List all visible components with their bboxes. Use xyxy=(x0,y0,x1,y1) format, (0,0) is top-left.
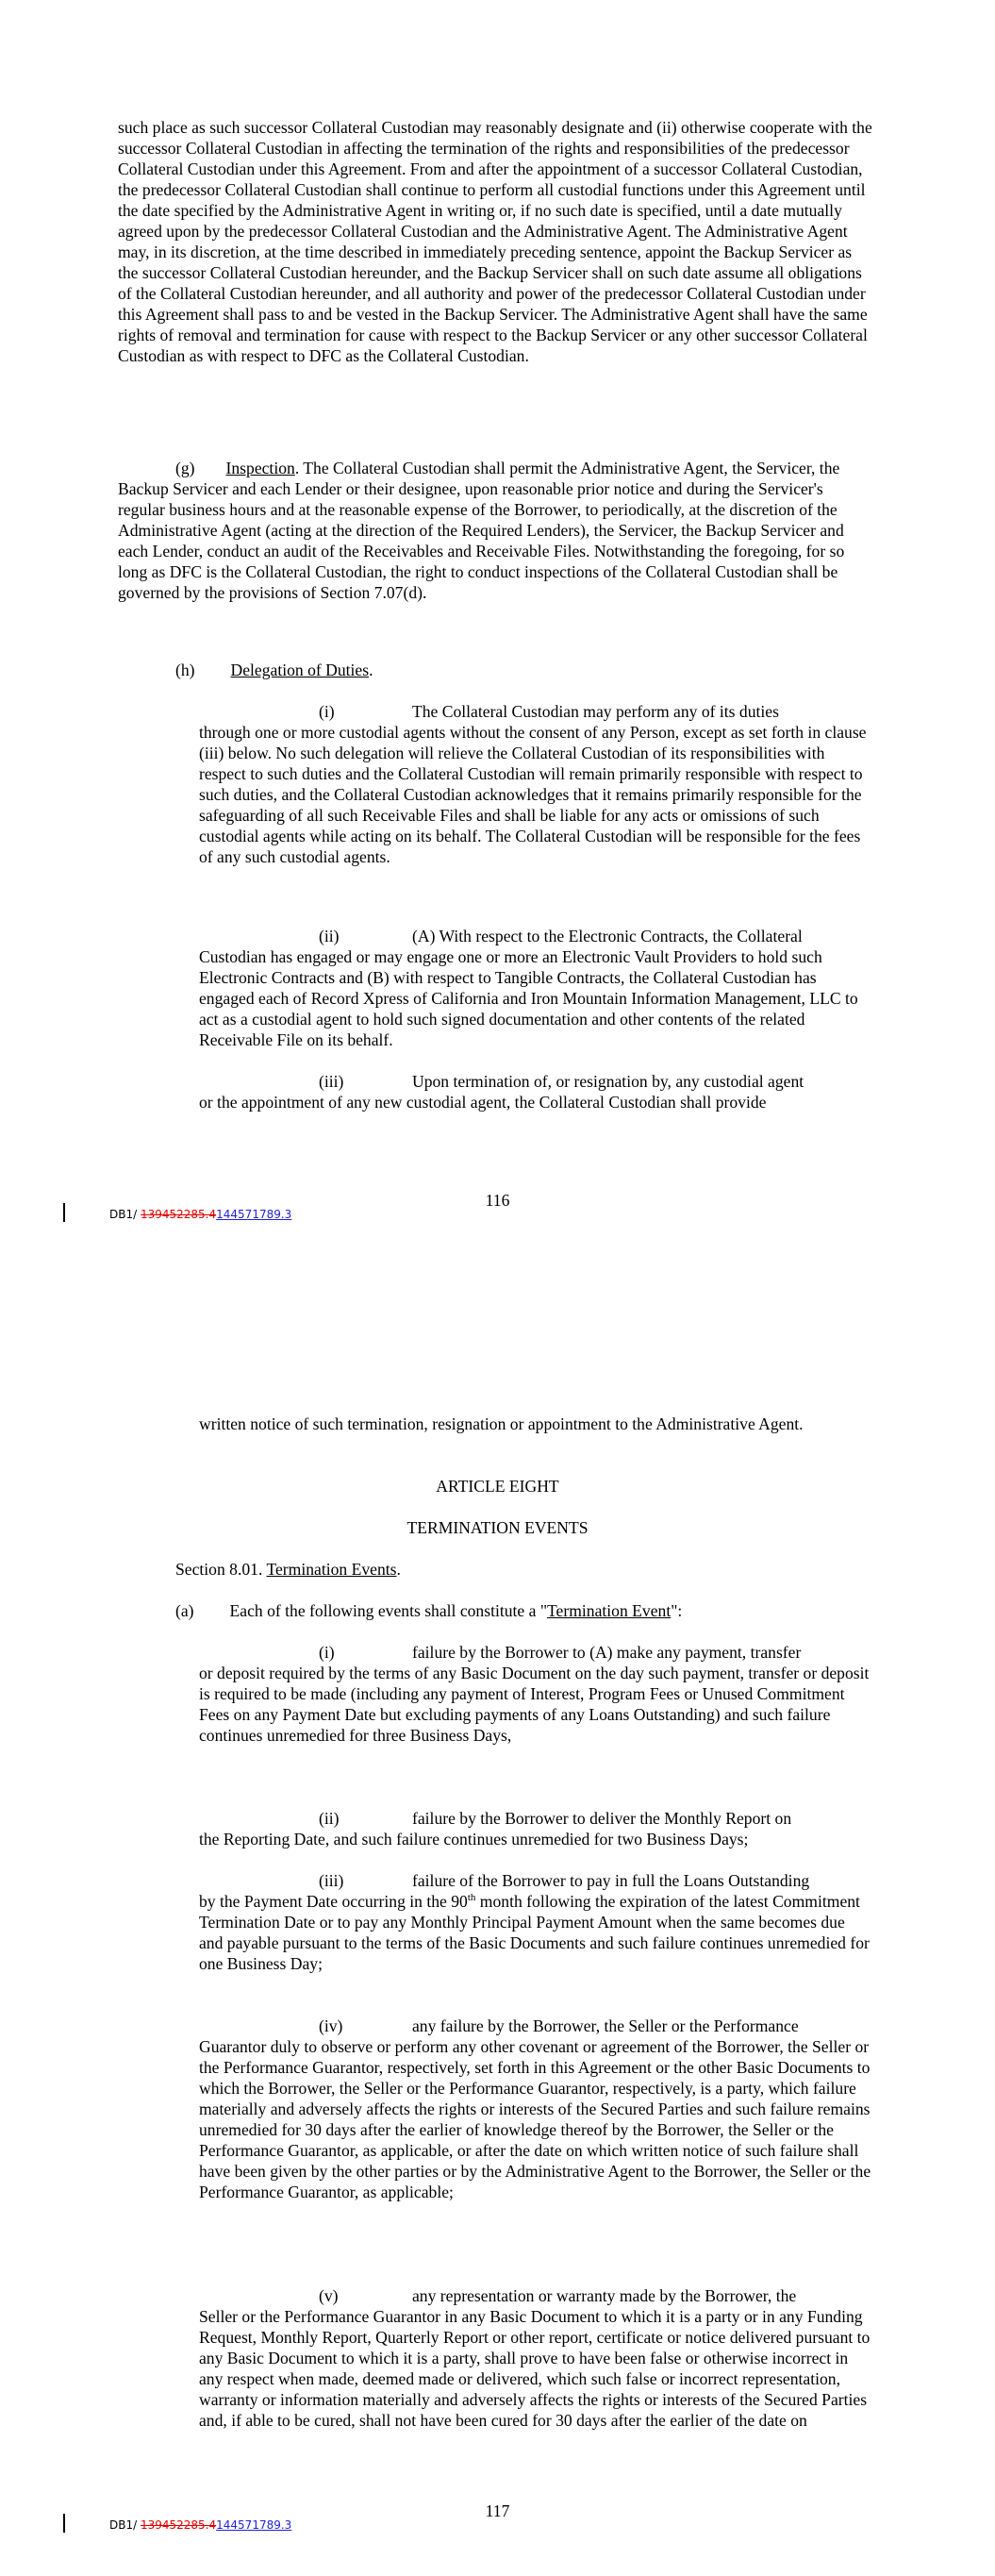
termination-event-ii-first-line: failure by the Borrower to deliver the Monthly Report on xyxy=(412,1809,792,1828)
termination-event-v-body: Seller or the Performance Guarantor in any Basic Document to which it is a party or in any Funding Request, Monthly Report, Quarterly Report or other report, certificate or notice delivered pursuant to any Basic Document to which it is a party, shall prove to have been false or otherwise incorrect in any respect when made, deemed made or delivered, which such false or incorrect representation, warranty or information materially and adversely affects the rights or interests of the Secured Parties and, if able to be cured, shall not have been cured for 30 days after the earlier of the date on xyxy=(199,2307,871,2430)
defined-term-termination-event: Termination Event xyxy=(547,1601,672,1620)
change-bar xyxy=(63,2514,65,2533)
doc-id-inserted: 144571789.3 xyxy=(216,2518,292,2532)
paragraph-a-text-before: Each of the following events shall constitute a " xyxy=(229,1601,548,1620)
page-number: 117 xyxy=(485,2501,510,2520)
section-g-label: (g) xyxy=(175,459,195,477)
termination-event-i-body: or deposit required by the terms of any Basic Document on the day such payment, transfer or deposit is required to be made (including any payment of Interest, Program Fees or Unused Commitment Fees on any Payment Date but excluding payments of any Loans Outstanding) and such failure continues unremedied for three Business Days, xyxy=(199,1664,870,1745)
termination-event-i-label: (i) xyxy=(319,1643,335,1662)
section-h-label: (h) xyxy=(175,661,195,679)
delegation-item-ii-first-line: (A) With respect to the Electronic Contracts, the Collateral xyxy=(412,927,803,945)
doc-id-prefix: DB1/ xyxy=(109,2518,141,2532)
delegation-item-ii-label: (ii) xyxy=(319,927,340,945)
termination-event-v-label: (v) xyxy=(319,2286,339,2305)
termination-event-i-first-line: failure by the Borrower to (A) make any payment, transfer xyxy=(412,1643,802,1662)
section-g-text: . The Collateral Custodian shall permit the Administrative Agent, the Servicer, the Backup Servicer and each Lender or their designee, upon reasonable prior notice and during the Servicer's regular business hours and at the reasonable expense of the Borrower, to periodically, at the discretion of the Administrative Agent (acting at the direction of the Required Lenders), the Servicer, the Backup Servicer and each Lender, conduct an audit of the Receivables and Receivable Files. Notwithstanding the foregoing, for so long as DFC is the Collateral Custodian, the right to conduct inspections of the Collateral Custodian shall be governed by the provisions of Section 7.07(d). xyxy=(118,459,845,602)
delegation-item-i xyxy=(199,701,872,867)
delegation-item-ii xyxy=(199,926,872,1050)
termination-event-v xyxy=(199,2285,872,2431)
change-bar xyxy=(63,1203,65,1222)
delegation-item-i-first-line: The Collateral Custodian may perform any of its duties xyxy=(412,702,779,721)
termination-event-ii xyxy=(199,1808,872,1849)
termination-event-iv-label: (iv) xyxy=(319,2016,343,2035)
doc-id-deleted: 139452285.4 xyxy=(140,2518,217,2532)
document-page-116 xyxy=(0,0,995,1255)
termination-event-i xyxy=(199,1642,872,1746)
continuation-paragraph: written notice of such termination, resignation or appointment to the Administrative Agent. xyxy=(199,1414,804,1433)
paragraph-a xyxy=(175,1600,682,1621)
termination-event-ii-body: the Reporting Date, and such failure continues unremedied for two Business Days; xyxy=(199,1830,749,1848)
section-h-row xyxy=(175,660,373,680)
section-number: Section 8.01. xyxy=(175,1560,267,1579)
termination-event-iii xyxy=(199,1870,872,1974)
delegation-item-i-label: (i) xyxy=(319,702,335,721)
delegation-item-iii-first-line: Upon termination of, or resignation by, any custodial agent xyxy=(412,1072,804,1091)
document-id-footer xyxy=(109,1207,291,1222)
delegation-item-iii-body: or the appointment of any new custodial agent, the Collateral Custodian shall provide xyxy=(199,1093,767,1112)
termination-event-iii-body-end: month following the expiration of the latest Commitment Termination Date or to pay any Monthly Principal Payment Amount when the same becomes due and payable pursuant to the terms of the Basic Documents and such failure continues unremedied for one Business Day; xyxy=(199,1892,870,1973)
ordinal-superscript: th xyxy=(467,1892,476,1904)
section-g-paragraph xyxy=(118,458,872,603)
document-page-117 xyxy=(0,1316,995,2576)
delegation-item-iii-label: (iii) xyxy=(319,1072,344,1091)
termination-event-iii-body-start: by the Payment Date occurring in the 90 xyxy=(199,1892,468,1911)
page-number: 116 xyxy=(485,1191,510,1210)
delegation-item-iii xyxy=(199,1071,872,1112)
doc-id-inserted: 144571789.3 xyxy=(216,1208,292,1221)
doc-id-deleted: 139452285.4 xyxy=(140,1208,217,1221)
doc-id-prefix: DB1/ xyxy=(109,1208,141,1221)
document-id-footer xyxy=(109,2517,291,2533)
opening-paragraph: such place as such successor Collateral Custodian may reasonably designate and (ii) otherwise cooperate with the successor Collateral Custodian in affecting the termination of the rights and responsibilities of the predecessor Collateral Custodian under this Agreement. From and after the appointment of a successor Collateral Custodian, the predecessor Collateral Custodian shall continue to perform all custodial functions under this Agreement until the date specified by the Administrative Agent in writing or, if no such date is specified, until a date mutually agreed upon by the predecessor Collateral Custodian and the Administrative Agent. The Administrative Agent may, in its discretion, at the time described in immediately preceding sentence, appoint the Backup Servicer as the successor Collateral Custodian hereunder, and the Backup Servicer shall on such date assume all obligations of the Collateral Custodian hereunder, and all authority and power of the predecessor Collateral Custodian under this Agreement shall pass to and be vested in the Backup Servicer. The Administrative Agent shall have the same rights of removal and termination for cause with respect to the Backup Servicer or any other successor Collateral Custodian as with respect to DFC as the Collateral Custodian. xyxy=(118,118,872,365)
termination-event-iv xyxy=(199,2016,872,2202)
section-title: Termination Events xyxy=(266,1560,397,1579)
termination-event-ii-label: (ii) xyxy=(319,1809,340,1828)
article-title: ARTICLE EIGHT xyxy=(436,1477,559,1496)
termination-event-iii-body xyxy=(199,1891,872,1974)
termination-event-iii-label: (iii) xyxy=(319,1871,344,1890)
paragraph-a-text-after: ": xyxy=(671,1601,683,1620)
section-h-period: . xyxy=(369,661,373,679)
section-h-heading: Delegation of Duties xyxy=(230,661,370,679)
paragraph-a-label: (a) xyxy=(175,1601,194,1620)
termination-event-iii-first-line: failure of the Borrower to pay in full the Loans Outstanding xyxy=(412,1871,810,1890)
article-subtitle: TERMINATION EVENTS xyxy=(406,1518,589,1537)
termination-event-iv-first-line: any failure by the Borrower, the Seller or the Performance xyxy=(412,2016,799,2035)
delegation-item-i-body: through one or more custodial agents without the consent of any Person, except as set forth in clause (iii) below. No such delegation will relieve the Collateral Custodian of its responsibilities with respect to such duties and the Collateral Custodian will remain primarily responsible with respect to such duties, and the Collateral Custodian acknowledges that it remains primarily responsible for the safeguarding of all such Receivable Files and shall be liable for any acts or omissions of such custodial agents while acting on its behalf. The Collateral Custodian will be responsible for the fees of any such custodial agents. xyxy=(199,723,867,866)
termination-event-v-first-line: any representation or warranty made by the Borrower, the xyxy=(412,2286,797,2305)
section-8-01-heading xyxy=(175,1559,401,1580)
section-period: . xyxy=(396,1560,401,1579)
section-g-heading: Inspection xyxy=(225,459,295,477)
termination-event-iv-body: Guarantor duly to observe or perform any other covenant or agreement of the Borrower, the Seller or the Performance Guarantor, respectively, set forth in this Agreement or the other Basic Documents to which the Borrower, the Seller or the Performance Guarantor, respectively, is a party, which failure materially and adversely affects the rights or interests of the Secured Parties and such failure remains unremedied for 30 days after the earlier of knowledge thereof by the Borrower, the Seller or the Performance Guarantor, as applicable, or after the date on which written notice of such failure shall have been given by the other parties or by the Administrative Agent to the Borrower, the Seller or the Performance Guarantor, as applicable; xyxy=(199,2037,871,2201)
delegation-item-ii-body: Custodian has engaged or may engage one or more an Electronic Vault Providers to hold such Electronic Contracts and (B) with respect to Tangible Contracts, the Collateral Custodian has engaged each of Record Xpress of California and Iron Mountain Information Management, LLC to act as a custodial agent to hold such signed documentation and other contents of the related Receivable File on its behalf. xyxy=(199,947,858,1049)
